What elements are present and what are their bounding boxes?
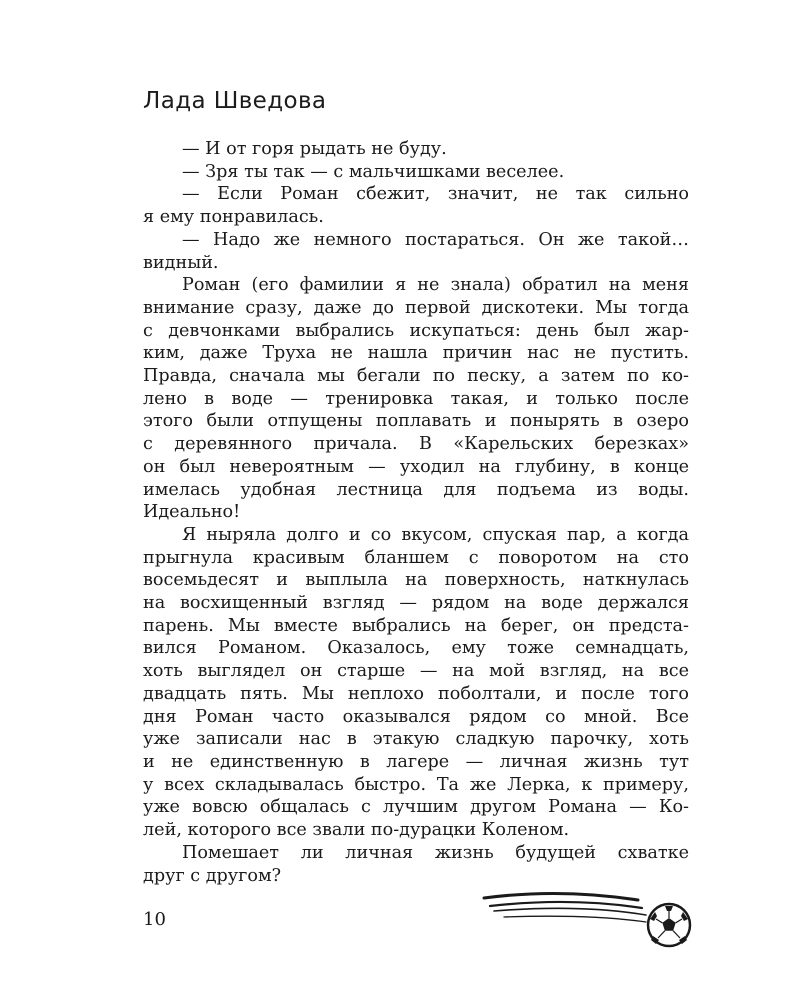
text-line: — И от горя рыдать не буду. <box>182 139 447 159</box>
motion-lines-icon <box>484 893 646 922</box>
text-line: друг с другом? <box>143 865 282 886</box>
text-line: Правда, сначала мы бегали по песку, а затем по ко- <box>143 366 689 387</box>
author-header: Лада Шведова <box>143 88 327 114</box>
text-line: видный. <box>143 252 219 273</box>
text-line: Роман (его фамилии я не знала) обратил на меня <box>182 275 689 296</box>
text-line: я ему понравилась. <box>143 207 324 228</box>
text-line: с девчонками выбрались искупаться: день был жар- <box>143 320 689 341</box>
soccer-ball-icon <box>648 904 690 946</box>
text-line: дня Роман часто оказывался рядом со мной. Все <box>143 706 689 727</box>
text-line: — Надо же немного постараться. Он же такой… <box>182 229 689 250</box>
text-line: — Если Роман сбежит, значит, не так сильно <box>182 184 689 205</box>
text-line: ким, даже Труха не нашла причин нас не пустить. <box>143 343 689 364</box>
text-line: парень. Мы вместе выбрались на берег, он предста- <box>143 615 689 636</box>
text-line: прыгнула красивым бланшем с поворотом на сто <box>143 547 689 568</box>
text-line: этого были отпущены поплавать и понырять в озеро <box>143 411 689 432</box>
text-line: Помешает ли личная жизнь будущей схватке <box>182 842 689 863</box>
text-line: уже вовсю общалась с лучшим другом Романа — Ко- <box>143 797 689 818</box>
text-line: вился Романом. Оказалось, ему тоже семнадцать, <box>143 638 689 659</box>
text-line: внимание сразу, даже до первой дискотеки. Мы тогда <box>143 297 689 318</box>
soccer-ball-decoration <box>480 884 702 948</box>
body-text <box>143 138 689 887</box>
text-line: лей, которого все звали по-дурацки Коленом. <box>143 820 570 841</box>
text-line: двадцать пять. Мы неплохо поболтали, и после того <box>143 683 689 704</box>
text-line: и не единственную в лагере — личная жизнь тут <box>143 751 689 772</box>
text-line: на восхищенный взгляд — рядом на воде держался <box>143 593 689 614</box>
text-line: лено в воде — тренировка такая, и только после <box>143 388 689 409</box>
text-line: Я ныряла долго и со вкусом, спуская пар, а когда <box>182 524 689 545</box>
text-line: он был невероятным — уходил на глубину, в конце <box>143 456 689 477</box>
text-line: — Зря ты так — с мальчишками веселее. <box>182 161 565 182</box>
text-line: у всех складывалась быстро. Та же Лерка, к примеру, <box>143 774 689 795</box>
text-line: с деревянного причала. В «Карельских березках» <box>143 434 689 455</box>
page-number: 10 <box>143 909 166 930</box>
text-line: имелась удобная лестница для подъема из воды. <box>143 479 689 500</box>
text-line: Идеально! <box>143 502 241 523</box>
text-line: хоть выглядел он старше — на мой взгляд, на все <box>143 661 689 682</box>
text-line: уже записали нас в этакую сладкую парочку, хоть <box>143 729 689 750</box>
text-line: восемьдесят и выплыла на поверхность, наткнулась <box>143 570 689 591</box>
